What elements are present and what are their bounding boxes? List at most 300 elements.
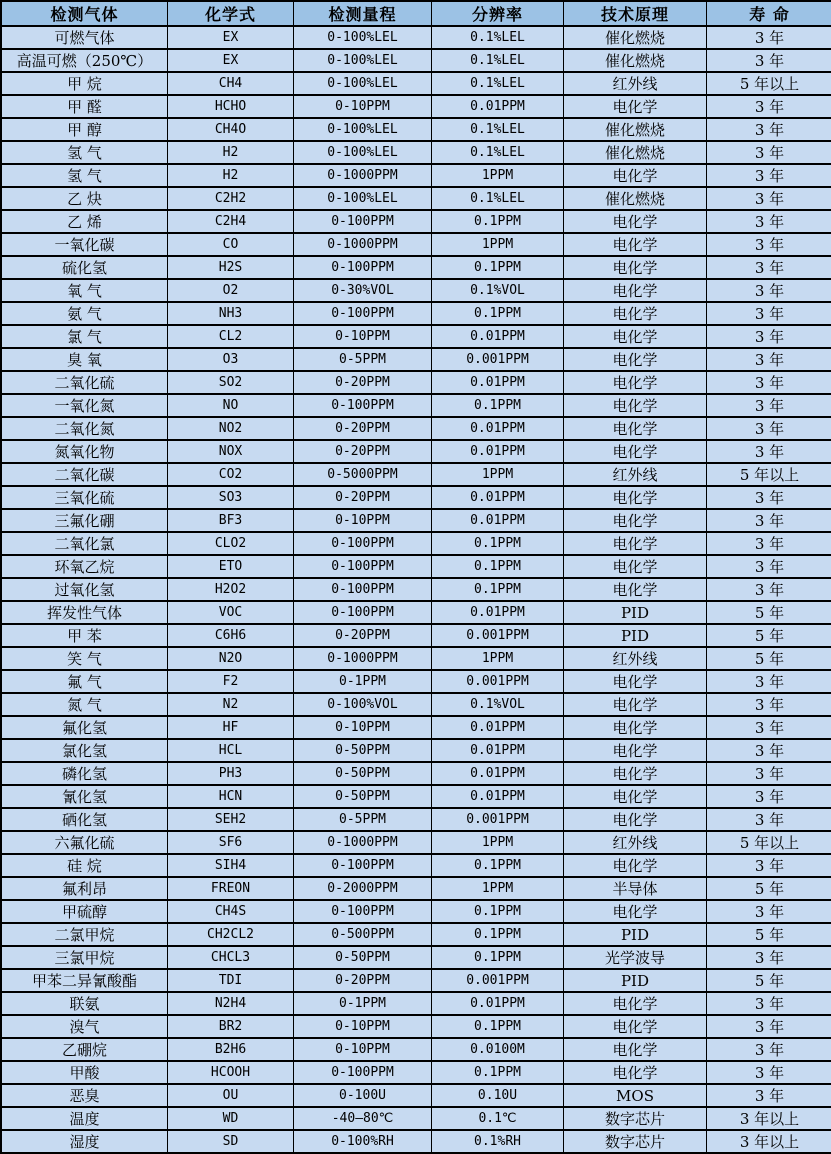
cell-gas: 氮氧化物 — [2, 441, 168, 464]
cell-range: 0-100PPM — [294, 211, 432, 234]
cell-lifetime: 3 年 — [707, 395, 831, 418]
cell-formula: ETO — [168, 556, 294, 579]
cell-formula: EX — [168, 27, 294, 50]
cell-principle: 电化学 — [564, 901, 707, 924]
cell-principle: 电化学 — [564, 280, 707, 303]
cell-resolution: 1PPM — [432, 464, 564, 487]
cell-formula: NO2 — [168, 418, 294, 441]
cell-gas: 一氧化碳 — [2, 234, 168, 257]
cell-principle: 电化学 — [564, 96, 707, 119]
cell-range: 0-100PPM — [294, 303, 432, 326]
cell-formula: C2H2 — [168, 188, 294, 211]
cell-formula: OU — [168, 1085, 294, 1108]
cell-formula: SD — [168, 1131, 294, 1154]
cell-range: 0-100%LEL — [294, 142, 432, 165]
cell-range: 0-50PPM — [294, 947, 432, 970]
cell-resolution: 1PPM — [432, 234, 564, 257]
cell-principle: 红外线 — [564, 464, 707, 487]
table-row — [2, 142, 831, 165]
cell-lifetime: 3 年 — [707, 740, 831, 763]
cell-resolution: 0.1PPM — [432, 1016, 564, 1039]
cell-range: 0-100PPM — [294, 556, 432, 579]
cell-lifetime: 3 年 — [707, 901, 831, 924]
cell-principle: 电化学 — [564, 487, 707, 510]
cell-principle: 催化燃烧 — [564, 188, 707, 211]
cell-formula: WD — [168, 1108, 294, 1131]
cell-gas: 二氧化碳 — [2, 464, 168, 487]
cell-range: 0-100%LEL — [294, 119, 432, 142]
cell-principle: 电化学 — [564, 855, 707, 878]
cell-lifetime: 3 年 — [707, 533, 831, 556]
cell-formula: BF3 — [168, 510, 294, 533]
cell-formula: SEH2 — [168, 809, 294, 832]
cell-principle: 催化燃烧 — [564, 142, 707, 165]
table-row — [2, 326, 831, 349]
cell-formula: H2O2 — [168, 579, 294, 602]
cell-formula: H2 — [168, 165, 294, 188]
cell-resolution: 0.1PPM — [432, 901, 564, 924]
table-row — [2, 1062, 831, 1085]
cell-principle: 电化学 — [564, 257, 707, 280]
table-row — [2, 1131, 831, 1154]
cell-gas: 高温可燃（250℃） — [2, 50, 168, 73]
cell-range: 0-100%VOL — [294, 694, 432, 717]
cell-principle: 电化学 — [564, 763, 707, 786]
cell-principle: 电化学 — [564, 234, 707, 257]
cell-range: 0-100%LEL — [294, 188, 432, 211]
cell-principle: 电化学 — [564, 1016, 707, 1039]
cell-principle: 电化学 — [564, 510, 707, 533]
cell-resolution: 0.01PPM — [432, 763, 564, 786]
cell-formula: TDI — [168, 970, 294, 993]
cell-lifetime: 3 年 — [707, 855, 831, 878]
cell-resolution: 0.001PPM — [432, 671, 564, 694]
cell-principle: 红外线 — [564, 648, 707, 671]
cell-gas: 氟化氢 — [2, 717, 168, 740]
cell-resolution: 0.001PPM — [432, 809, 564, 832]
cell-principle: 数字芯片 — [564, 1108, 707, 1131]
cell-lifetime: 5 年以上 — [707, 464, 831, 487]
cell-resolution: 0.1PPM — [432, 211, 564, 234]
cell-lifetime: 5 年 — [707, 970, 831, 993]
cell-range: 0-100PPM — [294, 257, 432, 280]
cell-range: 0-100PPM — [294, 602, 432, 625]
cell-gas: 硅 烷 — [2, 855, 168, 878]
cell-resolution: 0.01PPM — [432, 510, 564, 533]
cell-principle: MOS — [564, 1085, 707, 1108]
header-row — [2, 2, 831, 27]
cell-gas: 二氧化硫 — [2, 372, 168, 395]
cell-lifetime: 3 年 — [707, 556, 831, 579]
cell-resolution: 0.1%LEL — [432, 188, 564, 211]
table-row — [2, 855, 831, 878]
cell-lifetime: 3 年 — [707, 694, 831, 717]
cell-gas: 挥发性气体 — [2, 602, 168, 625]
cell-gas: 氟 气 — [2, 671, 168, 694]
cell-principle: 电化学 — [564, 717, 707, 740]
table-row — [2, 303, 831, 326]
cell-range: 0-10PPM — [294, 717, 432, 740]
cell-resolution: 1PPM — [432, 165, 564, 188]
cell-gas: 过氧化氢 — [2, 579, 168, 602]
table-row — [2, 717, 831, 740]
cell-resolution: 0.1PPM — [432, 257, 564, 280]
table-row — [2, 211, 831, 234]
cell-gas: 氟利昂 — [2, 878, 168, 901]
cell-principle: 电化学 — [564, 533, 707, 556]
cell-formula: FREON — [168, 878, 294, 901]
cell-resolution: 0.01PPM — [432, 487, 564, 510]
cell-lifetime: 3 年以上 — [707, 1108, 831, 1131]
table-row — [2, 533, 831, 556]
table-row — [2, 188, 831, 211]
table-row — [2, 602, 831, 625]
cell-resolution: 0.1PPM — [432, 556, 564, 579]
cell-range: 0-20PPM — [294, 372, 432, 395]
cell-principle: PID — [564, 924, 707, 947]
table-row — [2, 50, 831, 73]
cell-formula: NO — [168, 395, 294, 418]
table-header — [2, 2, 831, 27]
cell-range: 0-1PPM — [294, 671, 432, 694]
cell-lifetime: 5 年以上 — [707, 73, 831, 96]
cell-resolution: 0.1PPM — [432, 303, 564, 326]
cell-principle: 催化燃烧 — [564, 119, 707, 142]
cell-range: 0-100%LEL — [294, 27, 432, 50]
cell-gas: 一氧化氮 — [2, 395, 168, 418]
cell-range: 0-1000PPM — [294, 648, 432, 671]
cell-lifetime: 3 年 — [707, 188, 831, 211]
cell-resolution: 0.01PPM — [432, 786, 564, 809]
table-row — [2, 947, 831, 970]
table-row — [2, 418, 831, 441]
table-row — [2, 1085, 831, 1108]
cell-range: 0-20PPM — [294, 970, 432, 993]
cell-gas: 乙 炔 — [2, 188, 168, 211]
cell-resolution: 0.1PPM — [432, 1062, 564, 1085]
cell-resolution: 0.01PPM — [432, 96, 564, 119]
table-row — [2, 832, 831, 855]
cell-range: 0-10PPM — [294, 96, 432, 119]
table-row — [2, 625, 831, 648]
cell-principle: 电化学 — [564, 395, 707, 418]
cell-formula: F2 — [168, 671, 294, 694]
cell-gas: 氢 气 — [2, 165, 168, 188]
cell-resolution: 0.01PPM — [432, 418, 564, 441]
cell-gas: 甲硫醇 — [2, 901, 168, 924]
cell-principle: 电化学 — [564, 441, 707, 464]
cell-range: 0-100PPM — [294, 855, 432, 878]
table-row — [2, 901, 831, 924]
cell-formula: SF6 — [168, 832, 294, 855]
cell-lifetime: 3 年 — [707, 763, 831, 786]
cell-range: 0-100PPM — [294, 1062, 432, 1085]
cell-lifetime: 3 年 — [707, 142, 831, 165]
cell-principle: 红外线 — [564, 73, 707, 96]
cell-lifetime: 3 年 — [707, 257, 831, 280]
cell-formula: HF — [168, 717, 294, 740]
cell-gas: 三氧化硫 — [2, 487, 168, 510]
cell-range: 0-10PPM — [294, 1016, 432, 1039]
table-row — [2, 96, 831, 119]
cell-range: 0-100PPM — [294, 395, 432, 418]
cell-resolution: 0.1℃ — [432, 1108, 564, 1131]
table-row — [2, 349, 831, 372]
cell-formula: CO2 — [168, 464, 294, 487]
cell-formula: EX — [168, 50, 294, 73]
table-row — [2, 970, 831, 993]
cell-formula: C2H4 — [168, 211, 294, 234]
cell-range: 0-20PPM — [294, 625, 432, 648]
table-row — [2, 556, 831, 579]
cell-resolution: 0.1PPM — [432, 947, 564, 970]
cell-formula: CLO2 — [168, 533, 294, 556]
cell-formula: PH3 — [168, 763, 294, 786]
cell-lifetime: 3 年 — [707, 1085, 831, 1108]
cell-lifetime: 3 年 — [707, 303, 831, 326]
cell-resolution: 0.10U — [432, 1085, 564, 1108]
table-row — [2, 395, 831, 418]
cell-formula: H2 — [168, 142, 294, 165]
cell-formula: CHCL3 — [168, 947, 294, 970]
cell-lifetime: 3 年 — [707, 993, 831, 1016]
cell-formula: HCHO — [168, 96, 294, 119]
cell-lifetime: 3 年 — [707, 786, 831, 809]
cell-resolution: 0.001PPM — [432, 970, 564, 993]
cell-principle: 半导体 — [564, 878, 707, 901]
cell-formula: HCL — [168, 740, 294, 763]
cell-gas: 甲酸 — [2, 1062, 168, 1085]
cell-resolution: 0.1PPM — [432, 924, 564, 947]
cell-formula: N2 — [168, 694, 294, 717]
cell-lifetime: 3 年 — [707, 165, 831, 188]
cell-principle: PID — [564, 970, 707, 993]
cell-lifetime: 3 年 — [707, 510, 831, 533]
table-row — [2, 73, 831, 96]
cell-lifetime: 3 年 — [707, 211, 831, 234]
cell-gas: 甲 醛 — [2, 96, 168, 119]
cell-range: 0-5PPM — [294, 809, 432, 832]
cell-principle: 催化燃烧 — [564, 27, 707, 50]
cell-range: 0-5PPM — [294, 349, 432, 372]
cell-lifetime: 3 年 — [707, 119, 831, 142]
cell-principle: 电化学 — [564, 303, 707, 326]
table-row — [2, 671, 831, 694]
cell-lifetime: 3 年 — [707, 1039, 831, 1062]
cell-principle: PID — [564, 602, 707, 625]
cell-lifetime: 5 年 — [707, 625, 831, 648]
cell-gas: 二氯甲烷 — [2, 924, 168, 947]
cell-range: 0-10PPM — [294, 510, 432, 533]
cell-lifetime: 3 年 — [707, 234, 831, 257]
cell-formula: VOC — [168, 602, 294, 625]
table-row — [2, 510, 831, 533]
cell-resolution: 0.1%VOL — [432, 280, 564, 303]
cell-lifetime: 3 年 — [707, 671, 831, 694]
table-row — [2, 648, 831, 671]
cell-range: 0-100%LEL — [294, 73, 432, 96]
cell-lifetime: 3 年以上 — [707, 1131, 831, 1154]
cell-gas: 温度 — [2, 1108, 168, 1131]
column-header-principle: 技术原理 — [564, 2, 707, 27]
cell-gas: 硫化氢 — [2, 257, 168, 280]
cell-gas: 磷化氢 — [2, 763, 168, 786]
table-row — [2, 786, 831, 809]
cell-formula: SO3 — [168, 487, 294, 510]
cell-gas: 氢 气 — [2, 142, 168, 165]
cell-gas: 笑 气 — [2, 648, 168, 671]
cell-lifetime: 5 年 — [707, 648, 831, 671]
cell-formula: CH4 — [168, 73, 294, 96]
cell-range: 0-100%LEL — [294, 50, 432, 73]
cell-range: 0-1000PPM — [294, 832, 432, 855]
cell-resolution: 0.01PPM — [432, 602, 564, 625]
cell-principle: 电化学 — [564, 1039, 707, 1062]
table-row — [2, 1108, 831, 1131]
table-row — [2, 1016, 831, 1039]
table-row — [2, 27, 831, 50]
cell-lifetime: 5 年 — [707, 924, 831, 947]
cell-resolution: 1PPM — [432, 878, 564, 901]
cell-gas: 臭 氧 — [2, 349, 168, 372]
cell-gas: 氯 气 — [2, 326, 168, 349]
cell-principle: 电化学 — [564, 809, 707, 832]
cell-lifetime: 3 年 — [707, 1062, 831, 1085]
cell-gas: 二氧化氮 — [2, 418, 168, 441]
cell-principle: 催化燃烧 — [564, 50, 707, 73]
column-header-formula: 化学式 — [168, 2, 294, 27]
cell-range: 0-20PPM — [294, 418, 432, 441]
cell-lifetime: 3 年 — [707, 96, 831, 119]
cell-lifetime: 3 年 — [707, 280, 831, 303]
table-body — [2, 27, 831, 1154]
cell-principle: 电化学 — [564, 556, 707, 579]
table-row — [2, 924, 831, 947]
cell-resolution: 0.01PPM — [432, 993, 564, 1016]
cell-resolution: 0.1%LEL — [432, 119, 564, 142]
cell-gas: 六氟化硫 — [2, 832, 168, 855]
cell-gas: 氮 气 — [2, 694, 168, 717]
table-row — [2, 694, 831, 717]
cell-resolution: 0.01PPM — [432, 326, 564, 349]
cell-gas: 氯化氢 — [2, 740, 168, 763]
cell-gas: 联氨 — [2, 993, 168, 1016]
cell-gas: 甲 醇 — [2, 119, 168, 142]
cell-principle: 电化学 — [564, 418, 707, 441]
cell-formula: BR2 — [168, 1016, 294, 1039]
cell-gas: 乙硼烷 — [2, 1039, 168, 1062]
cell-lifetime: 5 年以上 — [707, 832, 831, 855]
table-row — [2, 441, 831, 464]
cell-resolution: 0.1PPM — [432, 395, 564, 418]
cell-formula: CH2CL2 — [168, 924, 294, 947]
cell-resolution: 0.1%LEL — [432, 73, 564, 96]
cell-range: 0-100PPM — [294, 533, 432, 556]
table-row — [2, 579, 831, 602]
cell-range: 0-50PPM — [294, 740, 432, 763]
table-row — [2, 1039, 831, 1062]
cell-resolution: 0.1PPM — [432, 579, 564, 602]
cell-range: 0-100PPM — [294, 579, 432, 602]
cell-formula: CL2 — [168, 326, 294, 349]
cell-lifetime: 3 年 — [707, 1016, 831, 1039]
table-row — [2, 740, 831, 763]
cell-formula: SO2 — [168, 372, 294, 395]
cell-resolution: 1PPM — [432, 832, 564, 855]
cell-formula: O3 — [168, 349, 294, 372]
cell-formula: SIH4 — [168, 855, 294, 878]
cell-lifetime: 3 年 — [707, 487, 831, 510]
cell-principle: 电化学 — [564, 993, 707, 1016]
cell-gas: 氰化氢 — [2, 786, 168, 809]
cell-lifetime: 3 年 — [707, 326, 831, 349]
cell-formula: N2O — [168, 648, 294, 671]
table-row — [2, 280, 831, 303]
table-row — [2, 878, 831, 901]
cell-lifetime: 3 年 — [707, 349, 831, 372]
cell-resolution: 0.001PPM — [432, 349, 564, 372]
cell-formula: N2H4 — [168, 993, 294, 1016]
cell-gas: 硒化氢 — [2, 809, 168, 832]
cell-lifetime: 3 年 — [707, 947, 831, 970]
table-row — [2, 234, 831, 257]
cell-principle: 电化学 — [564, 740, 707, 763]
cell-range: 0-1PPM — [294, 993, 432, 1016]
cell-lifetime: 5 年 — [707, 878, 831, 901]
cell-principle: 电化学 — [564, 579, 707, 602]
cell-resolution: 0.001PPM — [432, 625, 564, 648]
cell-range: 0-100%RH — [294, 1131, 432, 1154]
cell-lifetime: 3 年 — [707, 809, 831, 832]
cell-lifetime: 5 年 — [707, 602, 831, 625]
cell-lifetime: 3 年 — [707, 717, 831, 740]
cell-principle: 电化学 — [564, 671, 707, 694]
cell-formula: HCOOH — [168, 1062, 294, 1085]
cell-gas: 三氟化硼 — [2, 510, 168, 533]
cell-resolution: 0.1%LEL — [432, 27, 564, 50]
table-row — [2, 464, 831, 487]
cell-resolution: 0.01PPM — [432, 740, 564, 763]
table-row — [2, 763, 831, 786]
cell-lifetime: 3 年 — [707, 418, 831, 441]
cell-lifetime: 3 年 — [707, 579, 831, 602]
cell-principle: 红外线 — [564, 832, 707, 855]
table-row — [2, 257, 831, 280]
cell-gas: 氧 气 — [2, 280, 168, 303]
cell-formula: CH4S — [168, 901, 294, 924]
cell-range: 0-1000PPM — [294, 165, 432, 188]
cell-formula: CO — [168, 234, 294, 257]
table-row — [2, 487, 831, 510]
cell-lifetime: 3 年 — [707, 50, 831, 73]
cell-principle: 电化学 — [564, 326, 707, 349]
cell-range: 0-5000PPM — [294, 464, 432, 487]
cell-range: 0-100PPM — [294, 901, 432, 924]
cell-lifetime: 3 年 — [707, 372, 831, 395]
cell-gas: 环氧乙烷 — [2, 556, 168, 579]
cell-principle: 光学波导 — [564, 947, 707, 970]
cell-formula: CH4O — [168, 119, 294, 142]
table-row — [2, 119, 831, 142]
cell-formula: O2 — [168, 280, 294, 303]
cell-gas: 恶臭 — [2, 1085, 168, 1108]
cell-principle: 电化学 — [564, 694, 707, 717]
cell-gas: 二氧化氯 — [2, 533, 168, 556]
cell-resolution: 0.0100M — [432, 1039, 564, 1062]
cell-resolution: 1PPM — [432, 648, 564, 671]
cell-gas: 溴气 — [2, 1016, 168, 1039]
cell-principle: 电化学 — [564, 1062, 707, 1085]
